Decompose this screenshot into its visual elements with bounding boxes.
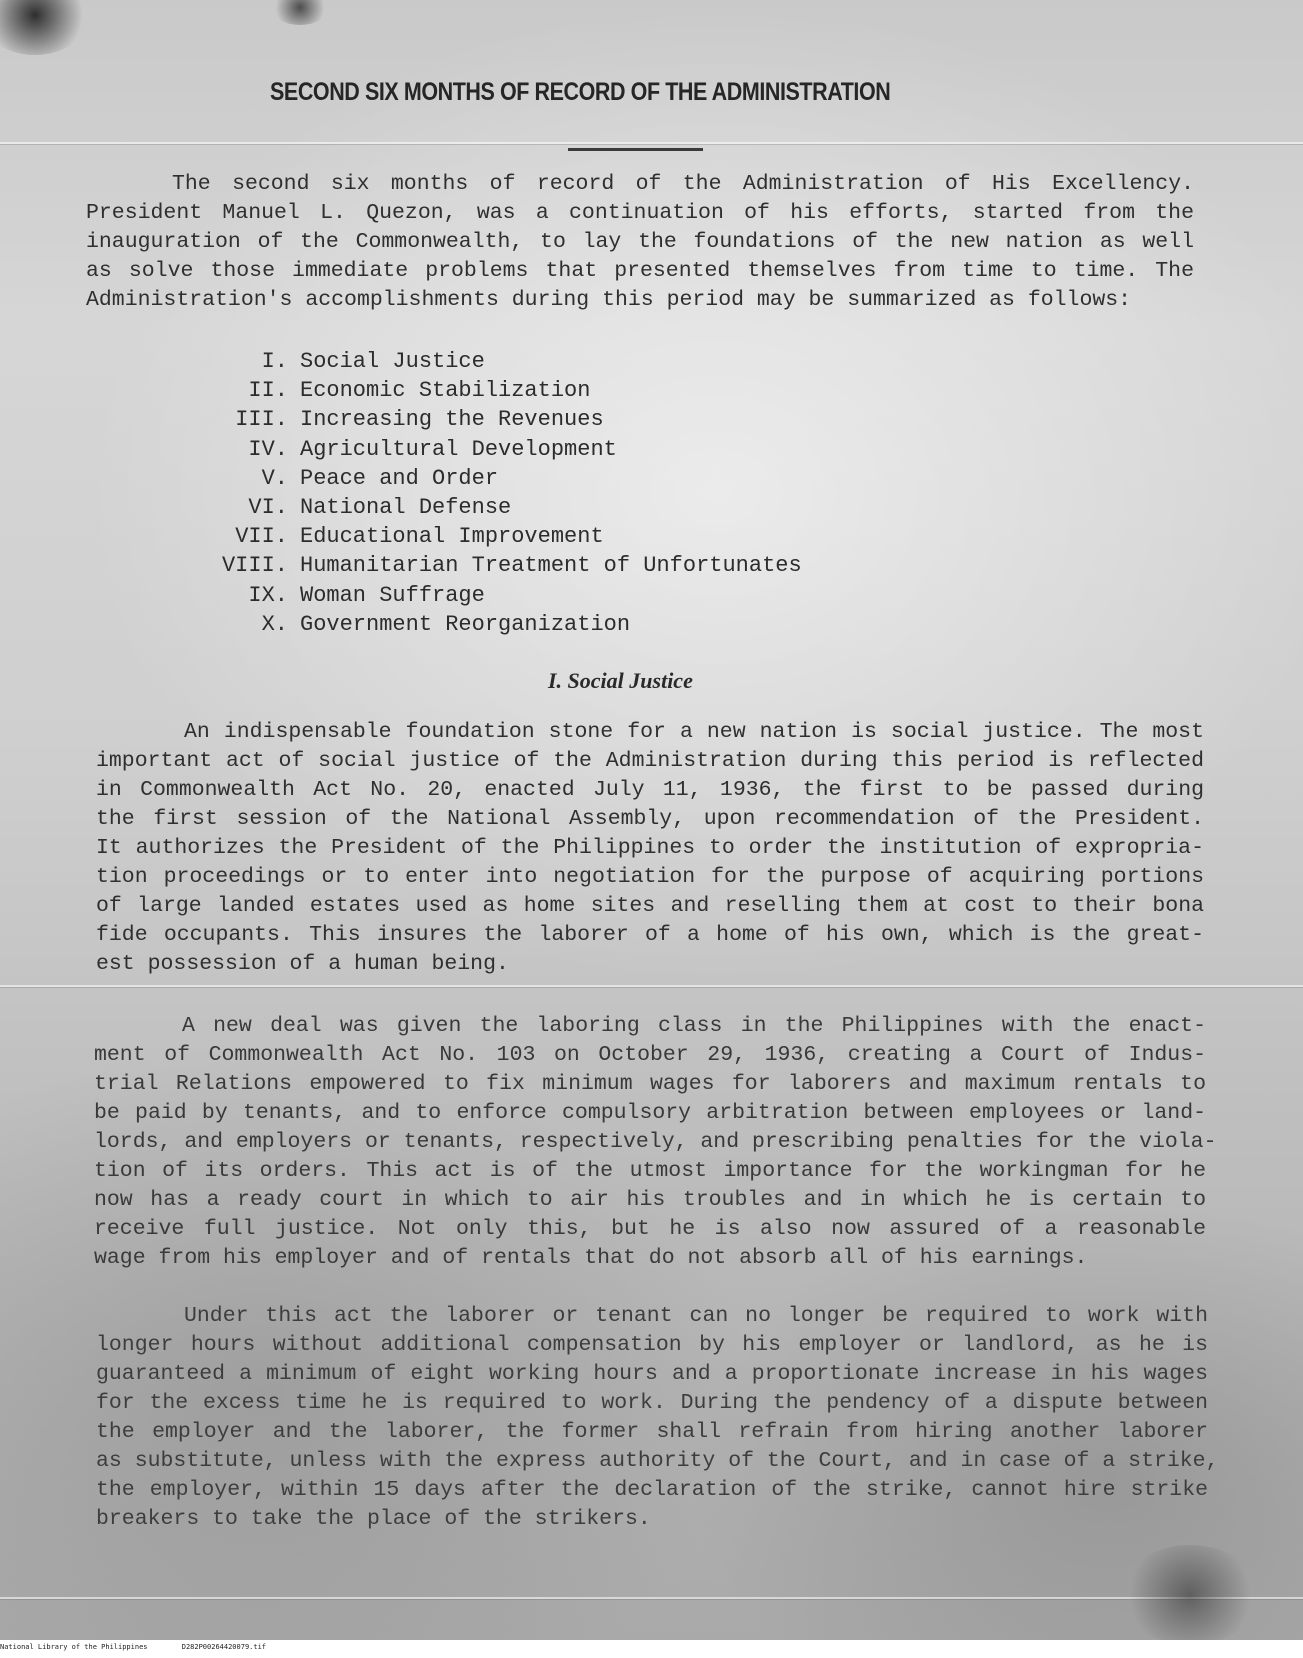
list-item-label: Educational Improvement: [300, 524, 604, 550]
text-line: as solve those immediate problems that presented themselves from time to time. The: [86, 259, 1194, 283]
text-line: breakers to take the place of the strikers.: [96, 1507, 651, 1531]
text-line: important act of social justice of the Administration during this period is reflected: [96, 749, 1204, 773]
list-item-number: IV.: [248, 436, 288, 462]
text-line: fide occupants. This insures the laborer of a home of his own, which is the great-: [96, 923, 1204, 947]
text-line: longer hours without additional compensation by his employer or landlord, as he is: [96, 1333, 1208, 1357]
text-line: est possession of a human being.: [96, 952, 509, 976]
fold-line: [0, 985, 1303, 987]
text-line: Under this act the laborer or tenant can no longer be required to work with: [184, 1304, 1208, 1328]
text-line: be paid by tenants, and to enforce compulsory arbitration between employees or land-: [94, 1101, 1206, 1125]
section-heading: I. Social Justice: [548, 668, 693, 693]
list-item-label: Agricultural Development: [300, 436, 617, 462]
intro-paragraph: [86, 170, 1194, 315]
list-item-number: VI.: [248, 495, 288, 521]
text-line: tion proceedings or to enter into negotiation for the purpose of acquiring portions: [96, 865, 1204, 889]
accomplishments-list: [210, 347, 802, 639]
list-item: [210, 464, 802, 493]
footer-file-id: D282P00264420079.tif: [181, 1643, 267, 1651]
text-line: the first session of the National Assembly, upon recommendation of the President.: [96, 807, 1204, 831]
list-item-number: X.: [261, 611, 288, 637]
body-paragraph: [96, 1302, 1219, 1534]
title-divider: [568, 148, 703, 151]
list-item-label: Government Reorganization: [300, 611, 631, 637]
body-paragraph: [96, 718, 1204, 979]
list-item: [210, 435, 802, 464]
footer-library: National Library of the Philippines: [0, 1643, 148, 1651]
list-item-number: I.: [261, 349, 288, 374]
text-line: guaranteed a minimum of eight working hours and a proportionate increase in his wages: [96, 1362, 1208, 1386]
list-item: [210, 405, 802, 434]
list-item: [210, 522, 802, 551]
ink-stain: [1120, 1545, 1260, 1640]
text-line: The second six months of record of the Administration of His Excellency.: [172, 172, 1194, 196]
list-item-number: V.: [261, 465, 288, 491]
text-line: It authorizes the President of the Philippines to order the institution of expropria-: [96, 836, 1204, 860]
list-item: [210, 376, 802, 405]
list-item-number: IX.: [248, 582, 288, 608]
text-line: Administration's accomplishments during this period may be summarized as follows:: [86, 288, 1132, 312]
body-paragraph: [94, 1012, 1217, 1273]
list-item-number: VIII.: [221, 553, 288, 579]
list-item-label: Woman Suffrage: [300, 582, 485, 608]
text-line: lords, and employers or tenants, respectively, and prescribing penalties for the viola-: [94, 1130, 1217, 1154]
list-item-number: II.: [248, 378, 288, 404]
list-item-label: Peace and Order: [300, 465, 499, 491]
list-item: [210, 610, 802, 639]
text-line: receive full justice. Not only this, but he is also now assured of a reasonable: [94, 1217, 1206, 1241]
list-item-number: III.: [235, 407, 288, 433]
text-line: President Manuel L. Quezon, was a continuation of his efforts, started from the: [86, 201, 1194, 225]
text-line: in Commonwealth Act No. 20, enacted July 11, 1936, the first to be passed during: [96, 778, 1204, 802]
text-line: An indispensable foundation stone for a new nation is social justice. The most: [184, 720, 1204, 744]
list-item-label: Increasing the Revenues: [300, 407, 604, 433]
list-item-number: VII.: [235, 524, 288, 550]
scan-footer: [0, 1643, 296, 1651]
text-line: of large landed estates used as home sites and reselling them at cost to their bona: [96, 894, 1204, 918]
text-line: as substitute, unless with the express authority of the Court, and in case of a strike,: [96, 1449, 1219, 1473]
list-item-label: National Defense: [300, 495, 512, 521]
text-line: inauguration of the Commonwealth, to lay the foundations of the new nation as well: [86, 230, 1194, 254]
text-line: trial Relations empowered to fix minimum wages for laborers and maximum rentals to: [94, 1072, 1206, 1096]
list-item-label: Humanitarian Treatment of Unfortunates: [300, 553, 802, 579]
text-line: the employer, within 15 days after the declaration of the strike, cannot hire strike: [96, 1478, 1208, 1502]
ink-stain: [0, 0, 90, 55]
text-line: now has a ready court in which to air his troubles and in which he is certain to: [94, 1188, 1206, 1212]
list-item: [210, 493, 802, 522]
document-title: SECOND SIX MONTHS OF RECORD OF THE ADMINISTRATION: [270, 78, 891, 106]
list-item-label: Economic Stabilization: [300, 378, 591, 404]
list-item: [210, 551, 802, 580]
text-line: tion of its orders. This act is of the utmost importance for the workingman for he: [94, 1159, 1206, 1183]
text-line: the employer and the laborer, the former shall refrain from hiring another laborer: [96, 1420, 1208, 1444]
list-item: [210, 581, 802, 610]
fold-line: [0, 1597, 1303, 1599]
list-item: [210, 347, 802, 376]
text-line: wage from his employer and of rentals that do not absorb all of his earnings.: [94, 1246, 1088, 1270]
text-line: ment of Commonwealth Act No. 103 on October 29, 1936, creating a Court of Indus-: [94, 1043, 1206, 1067]
list-item-label: Social Justice: [300, 349, 485, 374]
ink-stain: [270, 0, 330, 25]
text-line: for the excess time he is required to work. During the pendency of a dispute between: [96, 1391, 1208, 1415]
fold-line: [0, 142, 1303, 144]
text-line: A new deal was given the laboring class in the Philippines with the enact-: [182, 1014, 1206, 1038]
